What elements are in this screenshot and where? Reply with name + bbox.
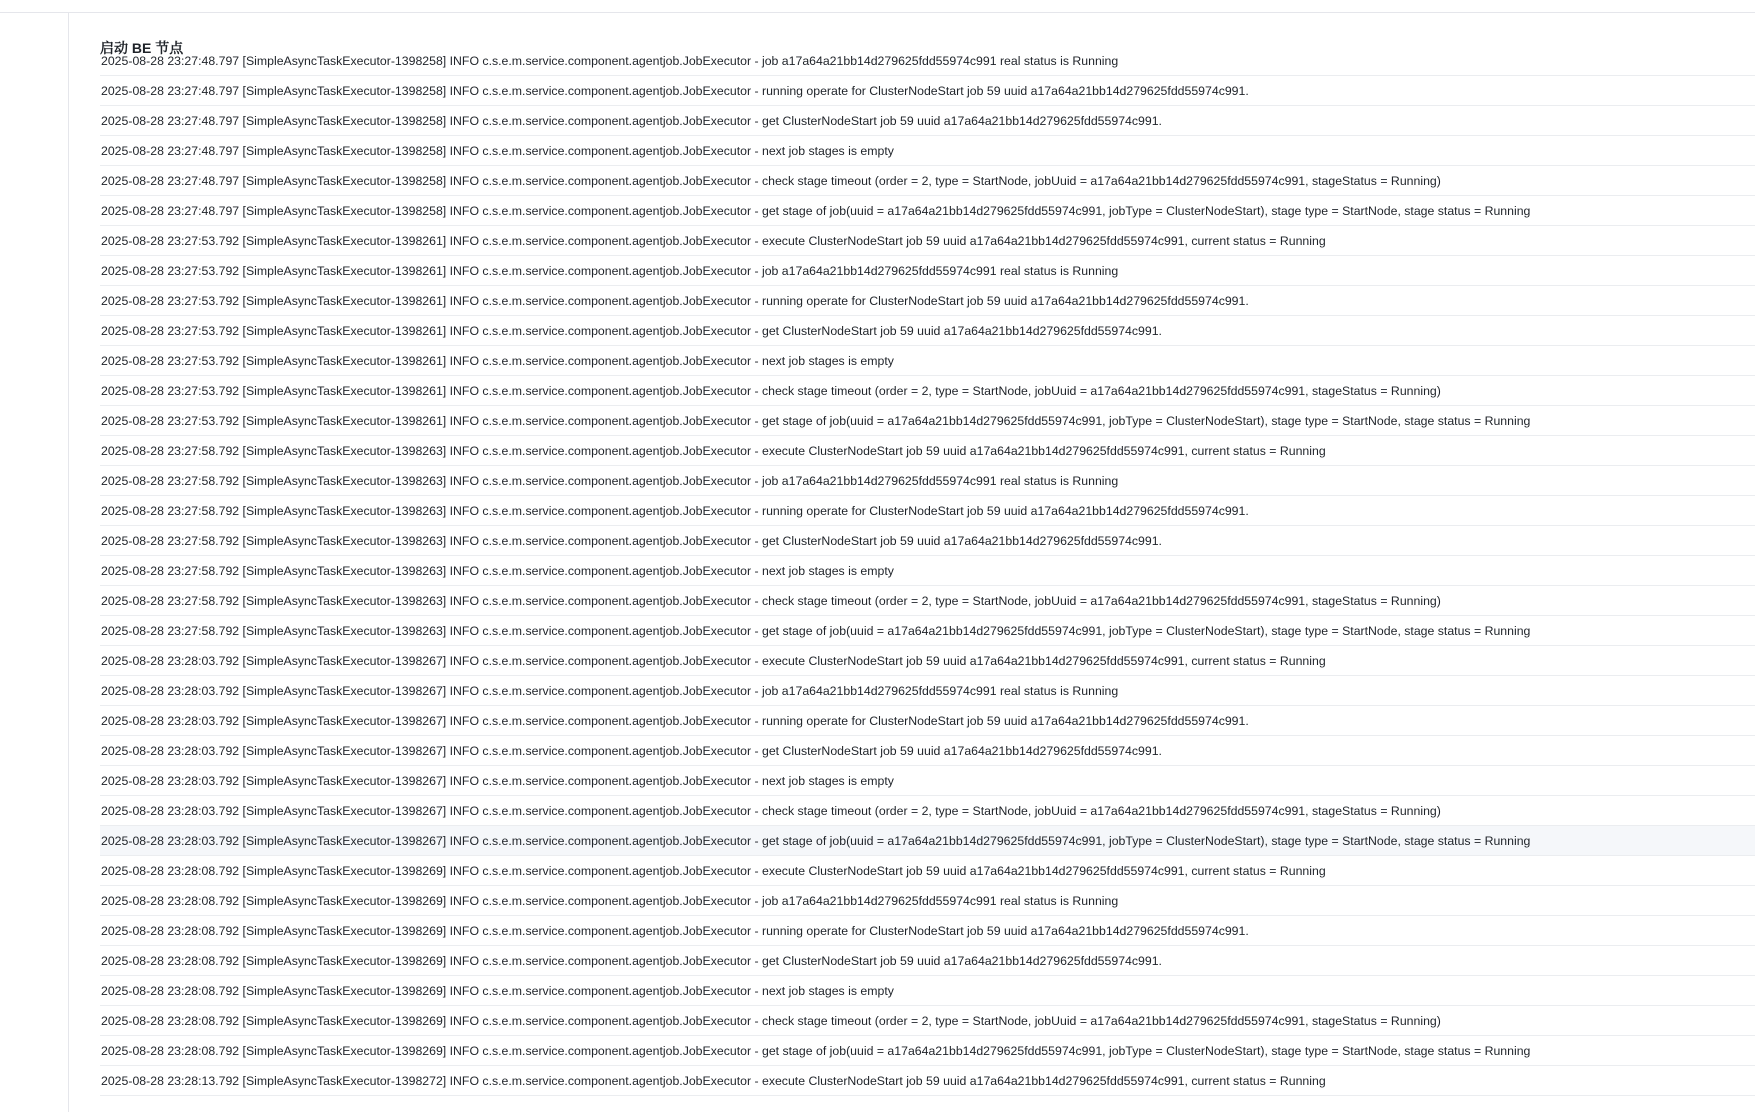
log-line: 2025-08-28 23:27:58.792 [SimpleAsyncTaskExecutor-1398263] INFO c.s.e.m.service.component.agentjob.JobExecutor - check stage timeout (order = 2, type = StartNode, jobUuid = a17a64a21bb14d279625fdd55974c991, stageStatus = Running) <box>100 586 1755 616</box>
log-line: 2025-08-28 23:27:58.792 [SimpleAsyncTaskExecutor-1398263] INFO c.s.e.m.service.component.agentjob.JobExecutor - job a17a64a21bb14d279625fdd55974c991 real status is Running <box>100 466 1755 496</box>
log-line: 2025-08-28 23:27:48.797 [SimpleAsyncTaskExecutor-1398258] INFO c.s.e.m.service.component.agentjob.JobExecutor - running operate for ClusterNodeStart job 59 uuid a17a64a21bb14d279625fdd55974c991. <box>100 76 1755 106</box>
log-panel <box>69 13 1755 1112</box>
log-line: 2025-08-28 23:27:53.792 [SimpleAsyncTaskExecutor-1398261] INFO c.s.e.m.service.component.agentjob.JobExecutor - running operate for ClusterNodeStart job 59 uuid a17a64a21bb14d279625fdd55974c991. <box>100 286 1755 316</box>
log-line: 2025-08-28 23:27:58.792 [SimpleAsyncTaskExecutor-1398263] INFO c.s.e.m.service.component.agentjob.JobExecutor - execute ClusterNodeStart job 59 uuid a17a64a21bb14d279625fdd55974c991, current status = Running <box>100 436 1755 466</box>
log-line: 2025-08-28 23:27:48.797 [SimpleAsyncTaskExecutor-1398258] INFO c.s.e.m.service.component.agentjob.JobExecutor - job a17a64a21bb14d279625fdd55974c991 real status is Running <box>100 46 1755 76</box>
log-line: 2025-08-28 23:27:53.792 [SimpleAsyncTaskExecutor-1398261] INFO c.s.e.m.service.component.agentjob.JobExecutor - get ClusterNodeStart job 59 uuid a17a64a21bb14d279625fdd55974c991. <box>100 316 1755 346</box>
log-list <box>100 46 1755 1096</box>
log-line: 2025-08-28 23:28:08.792 [SimpleAsyncTaskExecutor-1398269] INFO c.s.e.m.service.component.agentjob.JobExecutor - job a17a64a21bb14d279625fdd55974c991 real status is Running <box>100 886 1755 916</box>
log-line: 2025-08-28 23:27:53.792 [SimpleAsyncTaskExecutor-1398261] INFO c.s.e.m.service.component.agentjob.JobExecutor - check stage timeout (order = 2, type = StartNode, jobUuid = a17a64a21bb14d279625fdd55974c991, stageStatus = Running) <box>100 376 1755 406</box>
log-line: 2025-08-28 23:27:58.792 [SimpleAsyncTaskExecutor-1398263] INFO c.s.e.m.service.component.agentjob.JobExecutor - get ClusterNodeStart job 59 uuid a17a64a21bb14d279625fdd55974c991. <box>100 526 1755 556</box>
sidebar <box>0 13 69 1112</box>
log-line: 2025-08-28 23:27:48.797 [SimpleAsyncTaskExecutor-1398258] INFO c.s.e.m.service.component.agentjob.JobExecutor - next job stages is empty <box>100 136 1755 166</box>
log-line: 2025-08-28 23:28:03.792 [SimpleAsyncTaskExecutor-1398267] INFO c.s.e.m.service.component.agentjob.JobExecutor - check stage timeout (order = 2, type = StartNode, jobUuid = a17a64a21bb14d279625fdd55974c991, stageStatus = Running) <box>100 796 1755 826</box>
log-line: 2025-08-28 23:28:03.792 [SimpleAsyncTaskExecutor-1398267] INFO c.s.e.m.service.component.agentjob.JobExecutor - running operate for ClusterNodeStart job 59 uuid a17a64a21bb14d279625fdd55974c991. <box>100 706 1755 736</box>
log-line: 2025-08-28 23:27:53.792 [SimpleAsyncTaskExecutor-1398261] INFO c.s.e.m.service.component.agentjob.JobExecutor - next job stages is empty <box>100 346 1755 376</box>
panel-title: 启动 BE 节点 <box>100 40 184 56</box>
log-line: 2025-08-28 23:27:58.792 [SimpleAsyncTaskExecutor-1398263] INFO c.s.e.m.service.component.agentjob.JobExecutor - next job stages is empty <box>100 556 1755 586</box>
log-line: 2025-08-28 23:27:58.792 [SimpleAsyncTaskExecutor-1398263] INFO c.s.e.m.service.component.agentjob.JobExecutor - get stage of job(uuid = a17a64a21bb14d279625fdd55974c991, jobType = ClusterNodeStart), stage type = StartNode, stage status = Running <box>100 616 1755 646</box>
log-line: 2025-08-28 23:28:03.792 [SimpleAsyncTaskExecutor-1398267] INFO c.s.e.m.service.component.agentjob.JobExecutor - execute ClusterNodeStart job 59 uuid a17a64a21bb14d279625fdd55974c991, current status = Running <box>100 646 1755 676</box>
log-line: 2025-08-28 23:28:08.792 [SimpleAsyncTaskExecutor-1398269] INFO c.s.e.m.service.component.agentjob.JobExecutor - get ClusterNodeStart job 59 uuid a17a64a21bb14d279625fdd55974c991. <box>100 946 1755 976</box>
log-line: 2025-08-28 23:28:08.792 [SimpleAsyncTaskExecutor-1398269] INFO c.s.e.m.service.component.agentjob.JobExecutor - next job stages is empty <box>100 976 1755 1006</box>
log-line: 2025-08-28 23:28:03.792 [SimpleAsyncTaskExecutor-1398267] INFO c.s.e.m.service.component.agentjob.JobExecutor - job a17a64a21bb14d279625fdd55974c991 real status is Running <box>100 676 1755 706</box>
log-line: 2025-08-28 23:28:08.792 [SimpleAsyncTaskExecutor-1398269] INFO c.s.e.m.service.component.agentjob.JobExecutor - check stage timeout (order = 2, type = StartNode, jobUuid = a17a64a21bb14d279625fdd55974c991, stageStatus = Running) <box>100 1006 1755 1036</box>
log-line: 2025-08-28 23:27:53.792 [SimpleAsyncTaskExecutor-1398261] INFO c.s.e.m.service.component.agentjob.JobExecutor - job a17a64a21bb14d279625fdd55974c991 real status is Running <box>100 256 1755 286</box>
log-line: 2025-08-28 23:28:08.792 [SimpleAsyncTaskExecutor-1398269] INFO c.s.e.m.service.component.agentjob.JobExecutor - execute ClusterNodeStart job 59 uuid a17a64a21bb14d279625fdd55974c991, current status = Running <box>100 856 1755 886</box>
top-bar <box>0 0 1755 13</box>
log-line: 2025-08-28 23:27:48.797 [SimpleAsyncTaskExecutor-1398258] INFO c.s.e.m.service.component.agentjob.JobExecutor - check stage timeout (order = 2, type = StartNode, jobUuid = a17a64a21bb14d279625fdd55974c991, stageStatus = Running) <box>100 166 1755 196</box>
log-line: 2025-08-28 23:27:58.792 [SimpleAsyncTaskExecutor-1398263] INFO c.s.e.m.service.component.agentjob.JobExecutor - running operate for ClusterNodeStart job 59 uuid a17a64a21bb14d279625fdd55974c991. <box>100 496 1755 526</box>
log-line: 2025-08-28 23:28:03.792 [SimpleAsyncTaskExecutor-1398267] INFO c.s.e.m.service.component.agentjob.JobExecutor - next job stages is empty <box>100 766 1755 796</box>
log-line: 2025-08-28 23:27:48.797 [SimpleAsyncTaskExecutor-1398258] INFO c.s.e.m.service.component.agentjob.JobExecutor - get stage of job(uuid = a17a64a21bb14d279625fdd55974c991, jobType = ClusterNodeStart), stage type = StartNode, stage status = Running <box>100 196 1755 226</box>
log-line: 2025-08-28 23:28:08.792 [SimpleAsyncTaskExecutor-1398269] INFO c.s.e.m.service.component.agentjob.JobExecutor - get stage of job(uuid = a17a64a21bb14d279625fdd55974c991, jobType = ClusterNodeStart), stage type = StartNode, stage status = Running <box>100 1036 1755 1066</box>
log-line: 2025-08-28 23:28:03.792 [SimpleAsyncTaskExecutor-1398267] INFO c.s.e.m.service.component.agentjob.JobExecutor - get stage of job(uuid = a17a64a21bb14d279625fdd55974c991, jobType = ClusterNodeStart), stage type = StartNode, stage status = Running <box>100 826 1755 856</box>
log-viewport[interactable] <box>100 54 1755 1112</box>
log-line: 2025-08-28 23:27:53.792 [SimpleAsyncTaskExecutor-1398261] INFO c.s.e.m.service.component.agentjob.JobExecutor - get stage of job(uuid = a17a64a21bb14d279625fdd55974c991, jobType = ClusterNodeStart), stage type = StartNode, stage status = Running <box>100 406 1755 436</box>
log-line: 2025-08-28 23:28:03.792 [SimpleAsyncTaskExecutor-1398267] INFO c.s.e.m.service.component.agentjob.JobExecutor - get ClusterNodeStart job 59 uuid a17a64a21bb14d279625fdd55974c991. <box>100 736 1755 766</box>
log-line: 2025-08-28 23:27:48.797 [SimpleAsyncTaskExecutor-1398258] INFO c.s.e.m.service.component.agentjob.JobExecutor - get ClusterNodeStart job 59 uuid a17a64a21bb14d279625fdd55974c991. <box>100 106 1755 136</box>
log-line: 2025-08-28 23:28:13.792 [SimpleAsyncTaskExecutor-1398272] INFO c.s.e.m.service.component.agentjob.JobExecutor - execute ClusterNodeStart job 59 uuid a17a64a21bb14d279625fdd55974c991, current status = Running <box>100 1066 1755 1096</box>
log-line: 2025-08-28 23:27:53.792 [SimpleAsyncTaskExecutor-1398261] INFO c.s.e.m.service.component.agentjob.JobExecutor - execute ClusterNodeStart job 59 uuid a17a64a21bb14d279625fdd55974c991, current status = Running <box>100 226 1755 256</box>
log-line: 2025-08-28 23:28:08.792 [SimpleAsyncTaskExecutor-1398269] INFO c.s.e.m.service.component.agentjob.JobExecutor - running operate for ClusterNodeStart job 59 uuid a17a64a21bb14d279625fdd55974c991. <box>100 916 1755 946</box>
